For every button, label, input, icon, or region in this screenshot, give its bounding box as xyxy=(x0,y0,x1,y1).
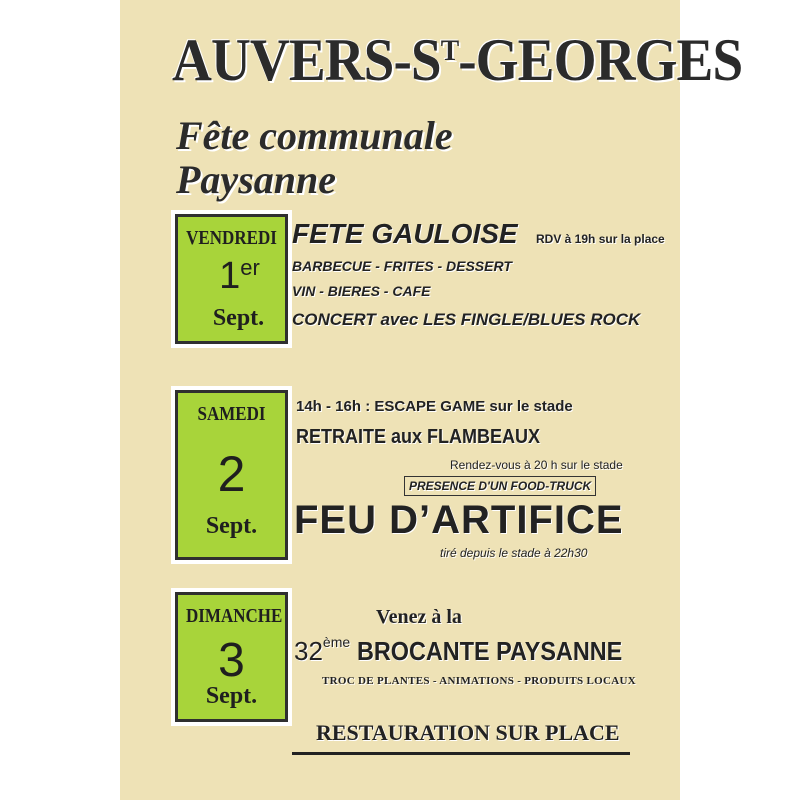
food-truck-badge: PRESENCE D'UN FOOD-TRUCK xyxy=(404,476,596,496)
friday-day-number: 1er xyxy=(219,255,260,297)
fete-gauloise-drinks: VIN - BIERES - CAFE xyxy=(292,283,431,299)
brocante-title: 32ème BROCANTE PAYSANNE xyxy=(294,634,623,666)
saturday-day-number: 2 xyxy=(217,446,246,502)
sunday-date-box xyxy=(175,592,288,722)
restauration-text: RESTAURATION SUR PLACE xyxy=(316,720,620,745)
brocante-details: TROC DE PLANTES - ANIMATIONS - PRODUITS LOCAUX xyxy=(322,675,636,687)
feu-artifice-title: FEU D’ARTIFICE xyxy=(294,498,624,542)
fete-gauloise-title: FETE GAULOISE xyxy=(292,218,518,249)
saturday-day-name: SAMEDI xyxy=(197,403,266,425)
retraite-rdv-text: Rendez-vous à 20 h sur le stade xyxy=(450,458,623,472)
fete-gauloise-food: BARBECUE - FRITES - DESSERT xyxy=(292,258,512,274)
fete-gauloise-rdv: RDV à 19h sur la place xyxy=(536,232,665,246)
footer-divider xyxy=(292,752,630,755)
friday-month: Sept. xyxy=(212,305,265,331)
feu-artifice-note: tiré depuis le stade à 22h30 xyxy=(440,546,588,560)
saturday-date-box xyxy=(175,390,288,560)
saturday-month: Sept. xyxy=(205,513,258,539)
venez-text: Venez à la xyxy=(376,606,462,628)
subtitle-paysanne: Paysanne xyxy=(176,157,336,202)
town-title: AUVERS-$S^T$-GEORGES xyxy=(172,27,743,93)
escape-game-text: 14h - 16h : ESCAPE GAME sur le stade xyxy=(296,398,573,415)
friday-day-name: VENDREDI xyxy=(186,227,277,249)
subtitle-fete-communale: Fête communale xyxy=(176,113,453,158)
sunday-day-number: 3 xyxy=(218,634,245,687)
sunday-day-name: DIMANCHE xyxy=(186,605,283,627)
friday-date-box xyxy=(175,214,288,344)
retraite-flambeaux-text: RETRAITE aux FLAMBEAUX xyxy=(296,426,541,448)
fete-gauloise-concert: CONCERT avec LES FINGLE/BLUES ROCK xyxy=(292,310,641,329)
sunday-month: Sept. xyxy=(205,683,258,709)
